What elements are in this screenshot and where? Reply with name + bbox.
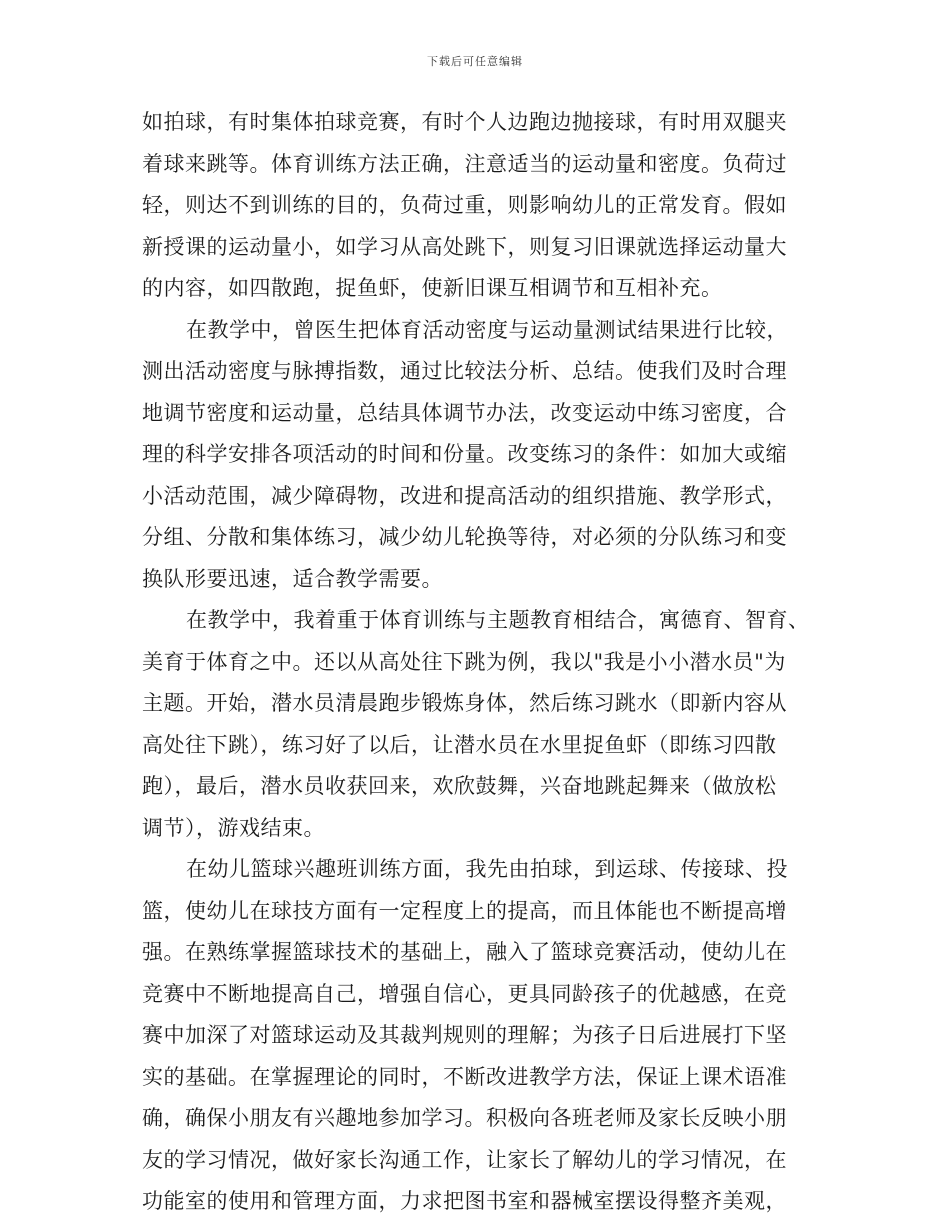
text-line: 美育于体育之中。还以从高处往下跳为例，我以"我是小小潜水员"为 [142,649,786,674]
paragraph-1 [142,102,812,310]
text-line: 功能室的使用和管理方面，力求把图书室和器械室摆设得整齐美观， [142,1189,787,1213]
text-line: 着球来跳等。体育训练方法正确，注意适当的运动量和密度。负荷过 [142,151,787,176]
paragraph-4 [142,849,812,1223]
document-body [142,102,812,1223]
text-line: 小活动范围，减少障碍物，改进和提高活动的组织措施、教学形式， [142,483,787,508]
text-line: 在幼儿篮球兴趣班训练方面，我先由拍球，到运球、传接球、投 [186,857,788,881]
text-line: 友的学习情况，做好家长沟通工作，让家长了解幼儿的学习情况，在 [142,1147,787,1172]
text-line: 分组、分散和集体练习，减少幼儿轮换等待，对必须的分队练习和变 [142,525,787,549]
text-line: 理的科学安排各项活动的时间和份量。改变练习的条件：如加大或缩 [142,442,787,466]
text-line: 竞赛中不断地提高自己，增强自信心，更具同龄孩子的优越感，在竞 [142,981,787,1006]
text-line: 强。在熟练掌握篮球技术的基础上，融入了篮球竞赛活动，使幼儿在 [142,940,787,964]
text-line: 在教学中，我着重于体育训练与主题教育相结合，寓德育、智育、 [186,608,810,632]
text-line: 测出活动密度与脉搏指数，通过比较法分析、总结。使我们及时合理 [142,359,787,383]
paragraph-2 [142,310,812,601]
text-line: 跑），最后，潜水员收获回来，欢欣鼓舞，兴奋地跳起舞来（做放松 [142,774,777,798]
text-line: 高处往下跳），练习好了以后，让潜水员在水里捉鱼虾（即练习四散 [142,732,777,757]
text-line: 主题。开始，潜水员清晨跑步锻炼身体，然后练习跳水（即新内容从 [142,691,787,715]
text-line: 篮，使幼儿在球技方面有一定程度上的提高，而且体能也不断提高增 [142,898,787,923]
text-line: 换队形要迅速，适合教学需要。 [142,566,443,591]
text-line: 确，确保小朋友有兴趣地参加学习。积极向各班老师及家长反映小朋 [142,1106,787,1130]
paragraph-3 [142,600,812,849]
text-line: 在教学中，曾医生把体育活动密度与运动量测试结果进行比较， [186,317,788,342]
text-line: 新授课的运动量小，如学习从高处跳下，则复习旧课就选择运动量大 [142,234,787,259]
text-line: 地调节密度和运动量，总结具体调节办法，改变运动中练习密度，合 [142,400,787,425]
text-line: 轻，则达不到训练的目的，负荷过重，则影响幼儿的正常发育。假如 [142,193,787,217]
page-header: 下载后可任意编辑 [427,55,523,68]
text-line: 的内容，如四散跑，捉鱼虾，使新旧课互相调节和互相补充。 [142,276,723,300]
text-line: 如拍球，有时集体拍球竞赛，有时个人边跑边抛接球，有时用双腿夹 [142,110,787,134]
text-line: 赛中加深了对篮球运动及其裁判规则的理解；为孩子日后进展打下坚 [142,1023,787,1047]
text-line: 调节），游戏结束。 [142,815,325,840]
text-line: 实的基础。在掌握理论的同时，不断改进教学方法，保证上课术语准 [142,1064,787,1089]
